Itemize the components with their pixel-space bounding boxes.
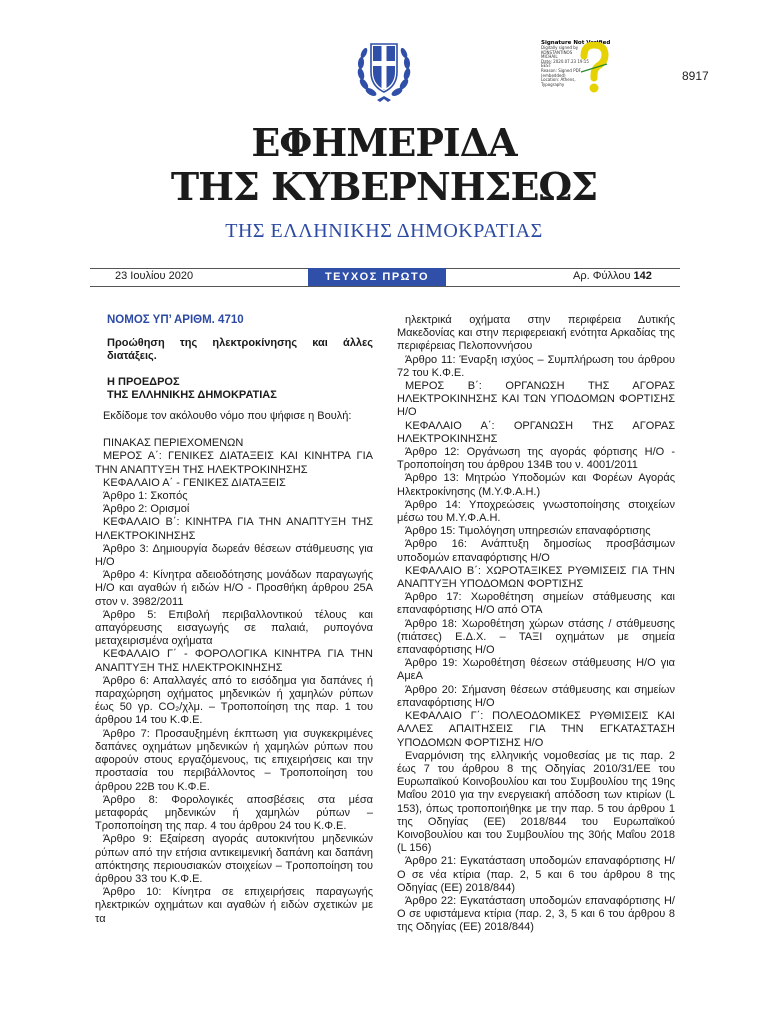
page-number: 8917 (682, 69, 709, 83)
paragraph: ΚΕΦΑΛΑΙΟ Β΄: ΧΩΡΟΤΑΞΙΚΕΣ ΡΥΘΜΙΣΕΙΣ ΓΙΑ ΤΗΝ ΑΝΑΠΤΥΞΗ ΥΠΟΔΟΜΩΝ ΦΟΡΤΙΣΗΣ (397, 564, 675, 591)
paragraph: ΚΕΦΑΛΑΙΟ Α΄ - ΓΕΝΙΚΕΣ ΔΙΑΤΑΞΕΙΣ (103, 476, 286, 489)
signature-line: EEST (541, 63, 552, 69)
paragraph: ΜΕΡΟΣ Α΄: ΓΕΝΙΚΕΣ ΔΙΑΤΑΞΕΙΣ ΚΑΙ ΚΙΝΗΤΡΑ ΓΙΑ ΤΗΝ ΑΝΑΠΤΥΞΗ ΤΗΣ ΗΛΕΚΤΡΟΚΙΝΗΣΗΣ (95, 450, 373, 476)
paragraph: ΜΕΡΟΣ Β΄: ΟΡΓΑΝΩΣΗ ΤΗΣ ΑΓΟΡΑΣ ΗΛΕΚΤΡΟΚΙΝΗΣΗΣ ΚΑΙ ΤΩΝ ΥΠΟΔΟΜΩΝ ΦΟΡΤΙΣΗΣ Η/Ο (397, 380, 675, 419)
paragraph: Άρθρο 19: Χωροθέτηση θέσεων στάθμευσης Η/Ο για ΑμεΑ (397, 657, 675, 683)
paragraph: ΚΕΦΑΛΑΙΟ Γ΄ - ΦΟΡΟΛΟΓΙΚΑ ΚΙΝΗΤΡΑ ΓΙΑ ΤΗΝ ΑΝΑΠΤΥΞΗ ΤΗΣ ΗΛΕΚΤΡΟΚΙΝΗΣΗΣ (95, 648, 373, 674)
sheet-number (573, 270, 652, 282)
paragraph: Άρθρο 12: Οργάνωση της αγοράς φόρτισης Η/Ο - Τροποποίηση του άρθρου 134Β του ν. 4001/2011 (397, 446, 675, 472)
issue-band: ΤΕΥΧΟΣ ΠΡΩΤΟ (308, 268, 446, 286)
sheet-label: Αρ. Φύλλου (573, 270, 631, 282)
paragraph: ΚΕΦΑΛΑΙΟ Γ΄: ΠΟΛΕΟΔΟΜΙΚΕΣ ΡΥΘΜΙΣΕΙΣ ΚΑΙ ΑΛΛΕΣ ΑΠΑΙΤΗΣΕΙΣ ΓΙΑ ΤΗΝ ΕΓΚΑΤΑΣΤΑΣΗ ΥΠΟΔΟΜΩΝ ΦΟΡΤΙΣΗΣ Η/Ο (397, 710, 675, 749)
coat-of-arms-icon (355, 34, 413, 106)
gazette-title-line2: ΤΗΣ ΚΥΒΕΡΝΗΣΕΩΣ (170, 164, 598, 209)
paragraph: Άρθρο 20: Σήμανση θέσεων στάθμευσης και σημείων επαναφόρτισης Η/Ο (397, 683, 675, 709)
paragraph: Άρθρο 14: Υποχρεώσεις γνωστοποίησης στοιχείων μέσω του Μ.Υ.Φ.Α.Η. (397, 498, 675, 525)
paragraph: Άρθρο 6: Απαλλαγές από το εισόδημα για δαπάνες ή παραχώρηση οχήματος μηδενικών ή χαμηλών ρύπων έως 50 γρ. CO₂/χλμ. – Τροποποίηση της παρ. 1 του άρθρου 14 του Κ.Φ.Ε. (95, 674, 373, 727)
digital-signature-stamp (541, 40, 619, 98)
paragraph: Προώθηση της ηλεκτροκίνησης και άλλες διατάξεις. (107, 337, 373, 363)
paragraph: ΝΟΜΟΣ ΥΠ’ ΑΡΙΘΜ. 4710 (107, 314, 244, 326)
paragraph: Άρθρο 18: Χωροθέτηση χώρων στάσης / στάθμευσης (πιάτσες) Ε.Δ.Χ. – ΤΑΞΙ οχημάτων με σημεία επαναφόρτισης Η/Ο (397, 617, 675, 657)
signature-line: Reason: Signed PDF (541, 67, 581, 73)
paragraph: ηλεκτρικά οχήματα στην περιφέρεια Δυτικής Μακεδονίας και στην περιφερειακή ενότητα Αρκαδίας της περιφέρειας Πελοποννήσου (397, 314, 675, 353)
signature-line: Location: Athens, (541, 77, 576, 83)
right-column (397, 314, 675, 935)
signature-line: KONSTANTINOS (541, 49, 573, 55)
paragraph: Άρθρο 16: Ανάπτυξη δημοσίως προσβάσιμων υποδομών επαναφόρτισης Η/Ο (397, 538, 675, 564)
gazette-title-line1: ΕΦΗΜΕΡΙΔΑ (251, 120, 517, 165)
gazette-subtitle: ΤΗΣ ΕΛΛΗΝΙΚΗΣ ΔΗΜΟΚΡΑΤΙΑΣ (225, 220, 543, 242)
paragraph: Εναρμόνιση της ελληνικής νομοθεσίας με τις παρ. 2 έως 7 του άρθρου 8 της Οδηγίας 2010/31/ΕΕ του Ευρωπαϊκού Κοινοβουλίου και του Συμβουλίου της 19ης Μαΐου 2010 για την ενεργειακή απόδοση των κτιρίων (L 153), όπως τροποποιήθηκε με την παρ. 5 του άρθρου 1 της Οδηγίας (ΕΕ) 2018/844 του Ευρωπαϊκού Κοινοβουλίου και του Συμβουλίου της 30ής Μαΐου 2018 (L 156) (397, 749, 675, 855)
paragraph: Άρθρο 7: Προσαυξημένη έκπτωση για συγκεκριμένες δαπάνες οχημάτων μηδενικών ή χαμηλών ρύπων που αφορούν στους εργαζόμενους, τις επιχειρήσεις και την προστασία του περιβάλλοντος – Τροποποίηση του άρθρου 22Β του Κ.Φ.Ε. (95, 727, 373, 793)
signature-line: (embedded) (541, 72, 566, 78)
paragraph: Άρθρο 3: Δημιουργία δωρεάν θέσεων στάθμευσης για Η/Ο (95, 542, 373, 569)
paragraph: Άρθρο 10: Κίνητρα σε επιχειρήσεις παραγωγής ηλεκτρικών οχημάτων και αγαθών ή ειδών σχετικών με τα (95, 886, 373, 925)
paragraph: Άρθρο 5: Επιβολή περιβαλλοντικού τέλους και απαγόρευσης εισαγωγής σε παλαιά, ρυπογόνα μεταχειρισμένα οχήματα (95, 608, 373, 648)
sheet-value: 142 (633, 270, 652, 282)
paragraph: Άρθρο 21: Εγκατάσταση υποδομών επαναφόρτισης Η/Ο σε νέα κτίρια (παρ. 2, 5 και 6 του άρθρου 8 της Οδηγίας (ΕΕ) 2018/844) (397, 855, 675, 894)
paragraph: Άρθρο 11: Έναρξη ισχύος – Συμπλήρωση του άρθρου 72 του Κ.Φ.Ε. (397, 353, 675, 379)
paragraph: ΚΕΦΑΛΑΙΟ Α΄: ΟΡΓΑΝΩΣΗ ΤΗΣ ΑΓΟΡΑΣ ΗΛΕΚΤΡΟΚΙΝΗΣΗΣ (397, 419, 675, 445)
left-column (95, 314, 373, 926)
paragraph: Η ΠΡΟΕΔΡΟΣ (107, 375, 180, 388)
paragraph: Άρθρο 8: Φορολογικές αποσβέσεις στα μέσα μεταφοράς μηδενικών ή χαμηλών ρύπων – Τροποποίηση της παρ. 4 του άρθρου 24 του Κ.Φ.Ε. (95, 793, 373, 833)
paragraph: ΚΕΦΑΛΑΙΟ Β΄: ΚΙΝΗΤΡΑ ΓΙΑ ΤΗΝ ΑΝΑΠΤΥΞΗ ΤΗΣ ΗΛΕΚΤΡΟΚΙΝΗΣΗΣ (95, 516, 373, 542)
paragraph: Άρθρο 4: Κίνητρα αδειοδότησης μονάδων παραγωγής Η/Ο και αγαθών ή ειδών Η/Ο - Προσθήκη άρθρου 25Α στον ν. 3982/2011 (95, 569, 373, 608)
signature-line: Typography (541, 81, 565, 87)
signature-line: Date: 2020.07.23 19:15 (541, 58, 589, 64)
paragraph: Άρθρο 22: Εγκατάσταση υποδομών επαναφόρτισης Η/Ο σε υφιστάμενα κτίρια (παρ. 2, 3, 5 και 6 του άρθρου 8 της Οδηγίας (ΕΕ) 2018/844) (397, 894, 675, 934)
signature-line: MICHAIL (541, 54, 558, 60)
header-rule-bottom (90, 286, 680, 287)
signature-line: Digitally signed by (541, 45, 579, 50)
paragraph: Άρθρο 9: Εξαίρεση αγοράς αυτοκινήτου μηδενικών ρύπων από την ετήσια αντικειμενική δαπάνη και δαπάνη απόκτησης περιουσιακών στοιχείων – Τροποποίηση του άρθρου 33 του Κ.Φ.Ε. (95, 833, 373, 885)
signature-question-mark-icon (577, 42, 611, 94)
issue-date: 23 Ιουλίου 2020 (115, 270, 194, 282)
paragraph: ΤΗΣ ΕΛΛΗΝΙΚΗΣ ΔΗΜΟΚΡΑΤΙΑΣ (107, 388, 277, 401)
paragraph: Άρθρο 1: Σκοπός (103, 490, 188, 503)
paragraph: Άρθρο 17: Χωροθέτηση σημείων στάθμευσης και επαναφόρτισης Η/Ο από ΟΤΑ (397, 591, 675, 617)
paragraph: Άρθρο 2: Ορισμοί (103, 503, 190, 516)
paragraph: Άρθρο 13: Μητρώο Υποδομών και Φορέων Αγοράς Ηλεκτροκίνησης (Μ.Υ.Φ.Α.Η.) (397, 472, 675, 498)
paragraph: Άρθρο 15: Τιμολόγηση υπηρεσιών επαναφόρτισης (405, 525, 651, 538)
paragraph: Εκδίδομε τον ακόλουθο νόμο που ψήφισε η Βουλή: (103, 410, 352, 423)
signature-status: Signature Not Verified (541, 40, 611, 46)
paragraph: ΠΙΝΑΚΑΣ ΠΕΡΙΕΧΟΜΕΝΩΝ (103, 437, 244, 450)
